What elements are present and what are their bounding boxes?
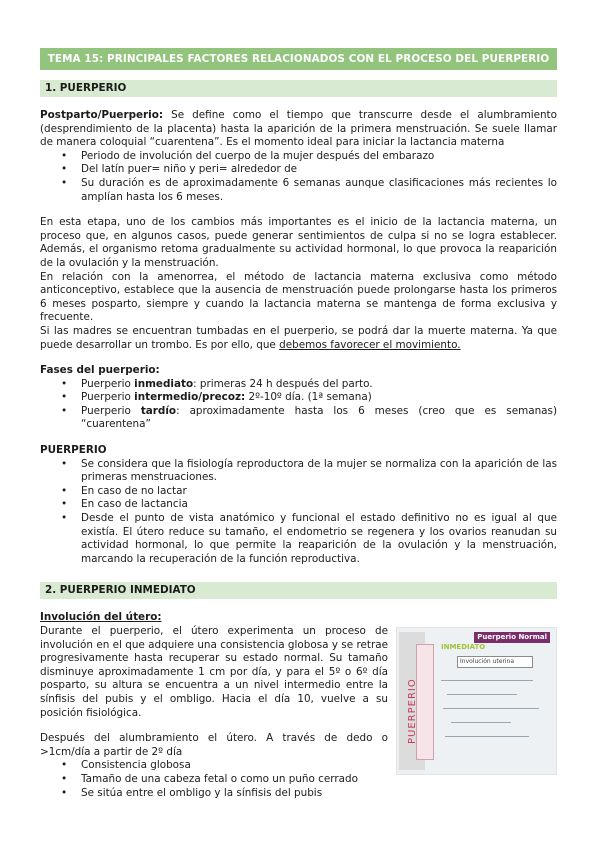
list-item: [40, 378, 557, 392]
phase-prefix: Puerperio: [81, 404, 141, 417]
figure-line: [451, 722, 511, 723]
list-item: • En caso de no lactar: [40, 485, 557, 499]
definition-list: [40, 150, 557, 204]
figure-sublabel: INMEDIATO: [441, 643, 486, 651]
puerperio-list: [40, 458, 557, 567]
figure-label: Puerperio Normal: [474, 632, 550, 643]
list-item: • Tamaño de una cabeza fetal o como un puño cerrado: [40, 773, 557, 787]
figure-box-text: Involución uterina: [457, 656, 533, 668]
list-item: [40, 405, 557, 432]
list-item: • En caso de lactancia: [40, 498, 557, 512]
list-item: [40, 391, 557, 405]
figure-line: [447, 694, 517, 695]
definition-text: Se define como el tiempo que transcurre desde el alumbramiento (desprendimiento de la placenta) hasta la aparición de la primera menstruación. Se suele llamar de manera coloquial “cuarentena”. Es el momento ideal para iniciar la lactancia materna: [40, 109, 557, 149]
phase-name: tardío: [140, 404, 177, 417]
phase-detail: 2º-10º día. (1ª semana): [245, 391, 372, 404]
list-item: • Su duración es de aproximadamente 6 semanas aunque clasificaciones más recientes lo amplían hasta los 6 meses.: [40, 177, 557, 204]
list-item: • Periodo de involución del cuerpo de la mujer después del embarazo: [40, 150, 557, 164]
list-item: • Se considera que la fisiología reproductora de la mujer se normaliza con la aparición de las primeras menstruaciones.: [40, 458, 557, 485]
figure-vertical-text: PUERPERIO: [407, 678, 418, 744]
document-title: TEMA 15: PRINCIPALES FACTORES RELACIONADOS CON EL PROCESO DEL PUERPERIO: [40, 48, 557, 70]
phases-heading: Fases del puerperio:: [40, 364, 160, 377]
involution-paragraph: Durante el puerperio, el útero experimenta un proceso de involución en el que adquiere una consistencia globosa y se retrae progresivamente hasta recuperar su estado normal. Su tamaño disminuye aproximadamente 1 cm por día, y para el 5º o 6º día posparto, su altura se encuentra a un nivel intermedio entre la sínfisis del pubis y el ombligo. Hacia el día 10, vuelve a su posición fisiológica.: [40, 625, 388, 719]
movement-text: Si las madres se encuentran tumbadas en el puerperio, se podrá dar la muerte materna. Ya que puede desarrollar un trombo. Es por ello, que: [40, 324, 557, 351]
phase-name: intermedio/precoz:: [134, 391, 246, 404]
figure-line: [441, 680, 533, 681]
puerperio-subheading: PUERPERIO: [40, 444, 107, 457]
involution-heading: Involución del útero:: [40, 611, 162, 624]
phase-prefix: Puerperio: [81, 391, 135, 404]
section-heading-puerperio: 1. PUERPERIO: [40, 80, 557, 97]
document-page: [40, 48, 557, 800]
definition-term: Postparto/Puerperio:: [40, 109, 164, 121]
list-item: • Consistencia globosa: [40, 759, 557, 773]
figure-line: [443, 708, 539, 709]
phase-detail: : aproximadamente hasta los 6 meses (creo que es semanas) “cuarentena”: [81, 404, 557, 431]
section-heading-puerperio-inmediato: 2. PUERPERIO INMEDIATO: [40, 582, 557, 599]
movement-emphasis: debemos favorecer el movimiento.: [279, 338, 461, 351]
after-delivery-paragraph: Después del alumbramiento el útero. A través de dedo o >1cm/día a partir de 2º día: [40, 732, 388, 758]
lactation-paragraph: En esta etapa, uno de los cambios más importantes es el inicio de la lactancia materna, un proceso que, en algunos casos, puede generar sentimientos de culpa si no se logra establecer. Además, el organismo retoma gradualmente su actividad hormonal, lo que provoca la reaparición de la ovulación y la menstruación.: [40, 216, 557, 269]
definition-paragraph: [40, 109, 557, 150]
uterine-involution-figure: [396, 627, 557, 775]
list-item: • Del latín puer= niño y peri= alrededor de: [40, 163, 557, 177]
uterus-characteristics-list: [40, 759, 557, 800]
phase-detail: : primeras 24 h después del parto.: [193, 377, 373, 390]
amenorrhea-paragraph: En relación con la amenorrea, el método de lactancia materna exclusiva como método anticonceptivo, establece que la ausencia de menstruación puede prolongarse hasta los primeros 6 meses posparto, siempre y cuando la lactancia materna se mantenga de forma exclusiva y frecuente.: [40, 270, 557, 324]
list-item: • Se sitúa entre el ombligo y la sínfisis del pubis: [40, 787, 557, 801]
movement-paragraph: [40, 325, 557, 352]
list-item: • Desde el punto de vista anatómico y funcional el estado definitivo no es igual al que existía. El útero reduce su tamaño, el endometrio se regenera y los ovarios reanudan su actividad hormonal, lo que permite la reaparición de la ovulación y la menstruación, marcando la recuperación de la función reproductiva.: [40, 512, 557, 566]
phase-name: inmediato: [134, 377, 194, 390]
figure-line: [445, 736, 529, 737]
phase-prefix: Puerperio: [81, 377, 135, 390]
phases-list: [40, 378, 557, 432]
